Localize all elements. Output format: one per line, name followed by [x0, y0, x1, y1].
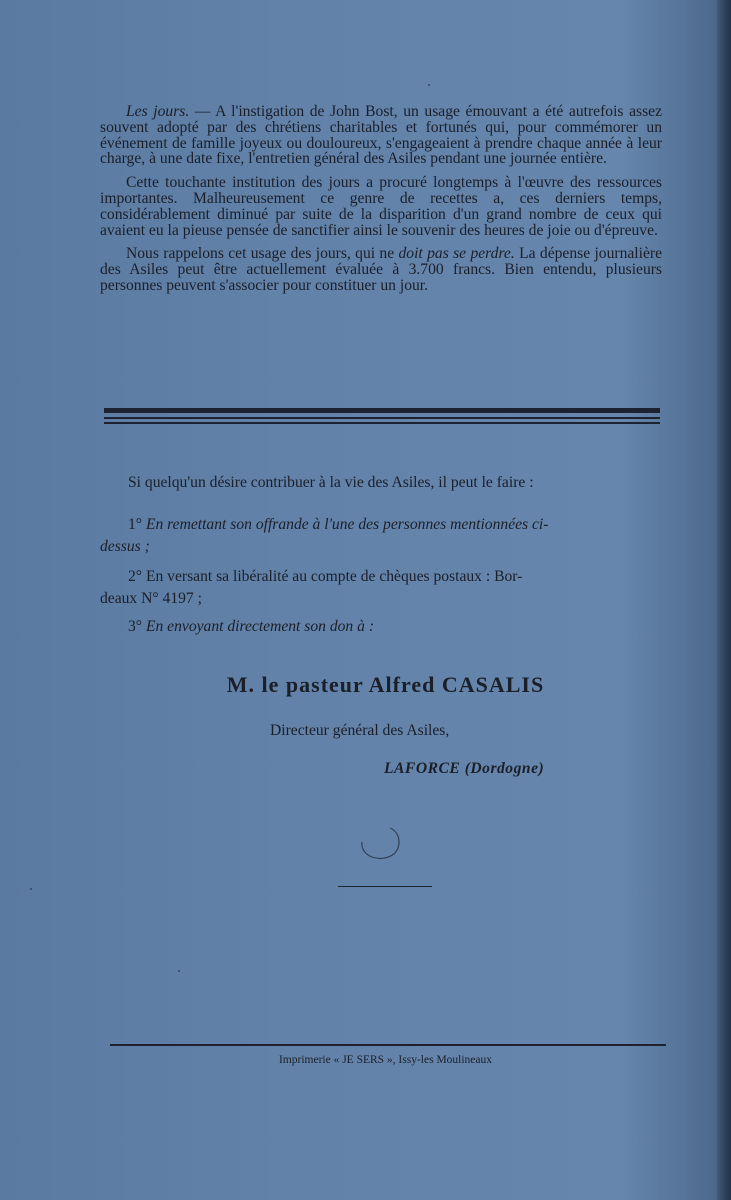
paragraph-emphasis: doit pas se perdre. — [398, 245, 515, 263]
section-divider — [104, 408, 660, 428]
paragraph-text: Nous rappelons cet usage des jours, qui ne — [126, 245, 399, 263]
item-number: 2° — [128, 568, 143, 585]
contribute-item-1 — [100, 514, 664, 558]
paper-speck — [428, 84, 430, 86]
recipient-address: LAFORCE (Dordogne) — [384, 760, 545, 777]
closing-rule — [338, 886, 432, 887]
paper-speck — [30, 888, 32, 890]
paper-speck — [178, 970, 180, 972]
page-binding-edge — [717, 0, 731, 1200]
recipient-title: Directeur général des Asiles, — [270, 722, 450, 739]
printer-imprint: Imprimerie « JE SERS », Issy-les Moulineaux — [278, 1054, 493, 1066]
paragraph-institution: Cette touchante institution des jours a procuré longtemps à l'œuvre des ressources importantes. Malheureusement ce genre de recettes a, ces derniers temps, considérablement diminué par suite de la disparition d'un grand nombre de ceux qui avaient eu la pieuse pensée de sanctifier ainsi le souvenir des heures de joie ou d'épreuve. — [100, 174, 662, 239]
contribute-item-3 — [128, 616, 668, 638]
paragraph-text: La dépense journalière des Asiles peut être actuellement évaluée à 3.700 francs. Bien entendu, plusieurs personnes peuvent s'associer pour constituer un jour. — [100, 245, 663, 294]
paragraph-usage — [100, 246, 662, 293]
paragraph-les-jours — [100, 104, 662, 167]
paragraph-lead-italic: Les jours. — [126, 103, 190, 120]
item-continuation: dessus ; — [100, 538, 150, 555]
recipient-name: M. le pasteur Alfred CASALIS — [226, 672, 545, 697]
item-number: 1° — [128, 516, 143, 533]
contribute-intro: Si quelqu'un désire contribuer à la vie des Asiles, il peut le faire : — [128, 474, 534, 491]
paragraph-text: — A l'instigation de John Bost, un usage émouvant a été autrefois assez souvent adopté par des chrétiens charitables et fortunés qui, pour commémorer un événement de famille joyeux ou douloureux, s'engageaient à prendre chaque année à leur charge, à une date fixe, l'entretien général des Asiles pendant une journée entière. — [100, 103, 662, 168]
item-text: En remettant son offrande à l'une des personnes mentionnées ci- — [145, 516, 549, 533]
les-jours-section — [100, 104, 662, 302]
footer-rule — [110, 1044, 666, 1046]
circle-ornament-icon — [354, 822, 404, 864]
item-number: 3° — [128, 618, 143, 635]
item-continuation: deaux N° 4197 ; — [100, 590, 202, 607]
divider-thin-line — [104, 417, 660, 419]
divider-thick-line — [104, 408, 660, 413]
item-text: En envoyant directement son don à : — [145, 618, 375, 635]
item-text: En versant sa libéralité au compte de chèques postaux : Bor- — [145, 568, 523, 585]
divider-thin-line — [104, 422, 660, 424]
contribute-item-2 — [100, 566, 664, 610]
